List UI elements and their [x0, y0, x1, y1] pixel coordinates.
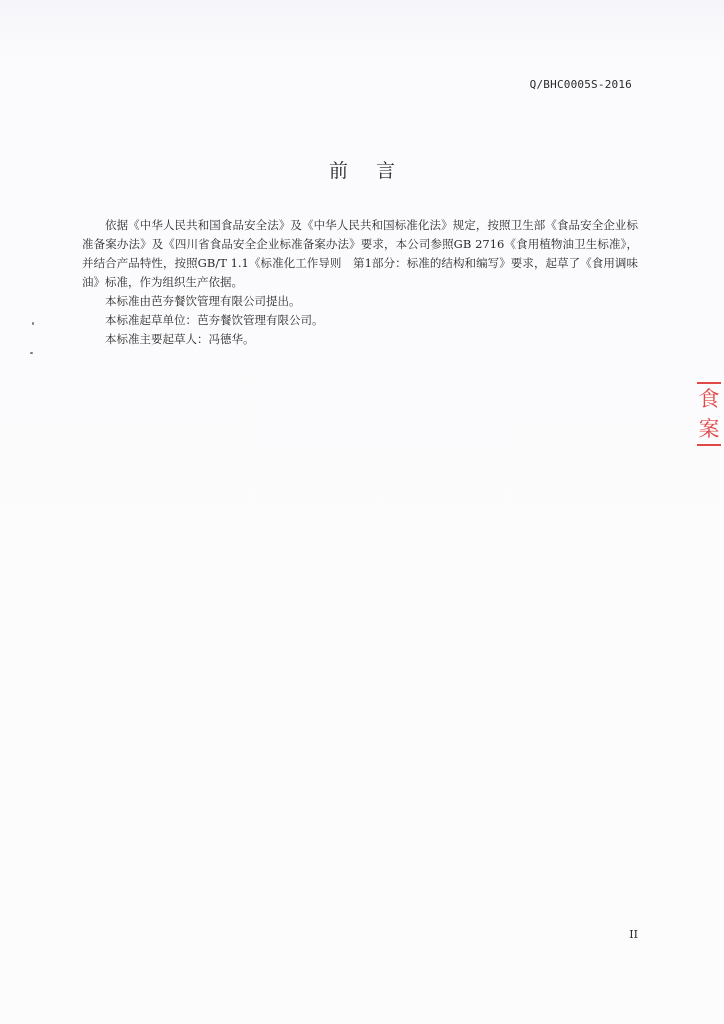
page-number: II — [629, 928, 638, 941]
filing-stamp — [696, 382, 724, 452]
document-number: Q/BHC0005S-2016 — [529, 78, 632, 91]
paragraph-drafter: 本标准主要起草人：冯德华。 — [105, 332, 255, 346]
paragraph-basis: 依据《中华人民共和国食品安全法》及《中华人民共和国标准化法》规定，按照卫生部《食品安全企业标准备案办法》及《四川省食品安全企业标准备案办法》要求，本公司参照GB 2716《食用植物油卫生标准》，并结合产品特性，按照GB/T 1.1《标准化工作导则 第1部分：标准的结构和编写》要求，起草了《食用调味油》标准，作为组织生产依据。 — [82, 218, 638, 289]
paragraph-drafting-unit: 本标准起草单位：芭夯餐饮管理有限公司。 — [105, 313, 324, 327]
stamp-bottom-bar — [697, 444, 721, 446]
page-title: 前言 — [328, 160, 423, 182]
body-text — [82, 216, 638, 349]
scan-speck — [30, 352, 33, 354]
paragraph-proposer: 本标准由芭夯餐饮管理有限公司提出。 — [105, 294, 301, 308]
scan-speck — [32, 322, 34, 325]
stamp-char-an: 案 — [698, 417, 720, 441]
stamp-char-shi: 食 — [698, 387, 720, 411]
